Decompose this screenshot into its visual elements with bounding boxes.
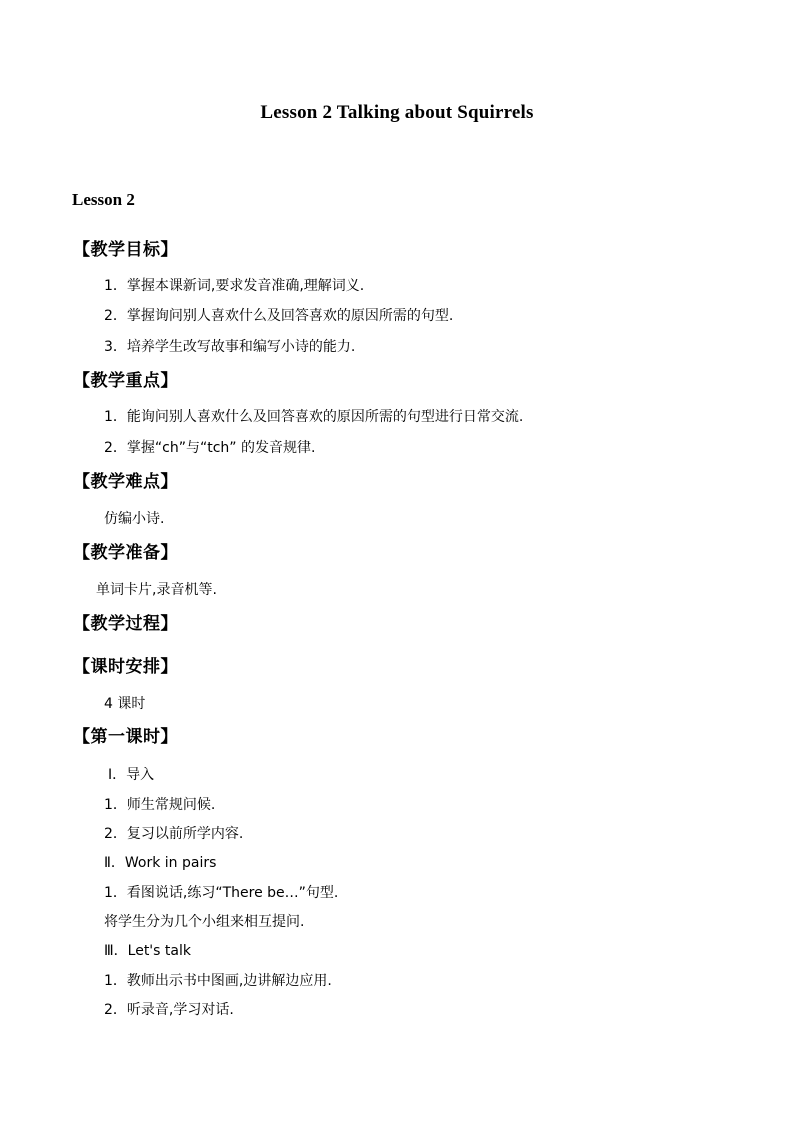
objective-item-1: 1．掌握本课新词,要求发音准确,理解词义. [104,278,365,294]
heading-preparation: 【教学准备】 [73,543,178,563]
first-lesson-item-7: Ⅲ．Let's talk [104,943,191,959]
first-lesson-item-1: Ⅰ．导入 [108,767,155,783]
preparation-item-1: 单词卡片,录音机等. [96,582,217,598]
heading-key-points: 【教学重点】 [73,371,178,391]
objective-item-3: 3．培养学生改写故事和编写小诗的能力. [104,339,356,355]
key-point-item-2: 2．掌握“ch”与“tch” 的发音规律. [104,440,316,456]
heading-schedule: 【课时安排】 [73,657,178,677]
difficulty-item-1: 仿编小诗. [104,511,165,527]
first-lesson-item-9: 2．听录音,学习对话. [104,1002,234,1018]
lesson-subtitle: Lesson 2 [72,190,135,209]
objective-item-2: 2．掌握询问别人喜欢什么及回答喜欢的原因所需的句型. [104,308,454,324]
schedule-item-1: 4 课时 [104,696,146,712]
heading-difficulties: 【教学难点】 [73,472,178,492]
first-lesson-item-6: 将学生分为几个小组来相互提问. [104,914,305,930]
first-lesson-item-3: 2．复习以前所学内容. [104,826,244,842]
first-lesson-item-2: 1．师生常规问候. [104,797,216,813]
first-lesson-item-4: Ⅱ．Work in pairs [104,855,217,871]
key-point-item-1: 1．能询问别人喜欢什么及回答喜欢的原因所需的句型进行日常交流. [104,409,524,425]
heading-first-lesson: 【第一课时】 [73,727,178,747]
heading-process: 【教学过程】 [73,614,178,634]
first-lesson-item-5: 1．看图说话,练习“There be…”句型. [104,885,339,901]
heading-objectives: 【教学目标】 [73,240,178,260]
document-title: Lesson 2 Talking about Squirrels [260,102,534,123]
first-lesson-item-8: 1．教师出示书中图画,边讲解边应用. [104,973,332,989]
